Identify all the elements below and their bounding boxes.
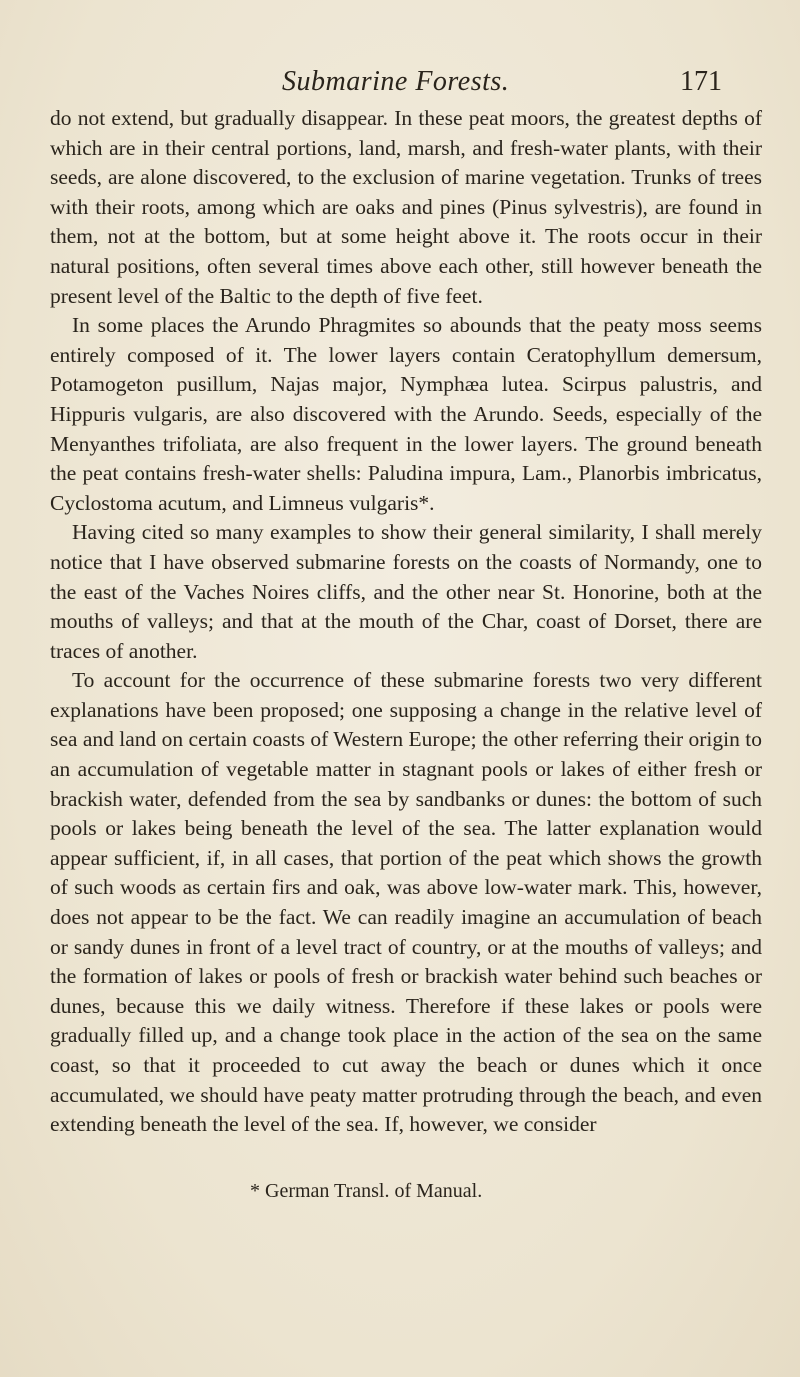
paragraph: In some places the Arundo Phragmites so abounds that the peaty moss seems entirely composed of it. The lower layers contain Ceratophyllum demersum, Potamogeton pusillum, Najas major, Nymphæa lutea. Scirpus palustris, and Hippuris vulgaris, are also discovered with the Arundo. Seeds, especially of the Menyanthes trifoliata, are also frequent in the lower layers. The ground beneath the peat contains fresh-water shells: Paludina impura, Lam., Planorbis imbricatus, Cyclostoma acutum, and Limneus vulgaris*. [50, 313, 762, 515]
footnote: * German Transl. of Manual. [250, 1180, 483, 1202]
paragraph: To account for the occurrence of these submarine forests two very different explanations have been proposed; one supposing a change in the relative level of sea and land on certain coasts of Western Europe; the other referring their origin to an accumulation of vegetable matter in stagnant pools or lakes of either fresh or brackish water, defended from the sea by sandbanks or dunes: the bottom of such pools or lakes being beneath the level of the sea. The latter explanation would appear sufficient, if, in all cases, that portion of the peat which shows the growth of such woods as certain firs and oak, was above low-water mark. This, however, does not appear to be the fact. We can readily imagine an accumulation of beach or sandy dunes in front of a level tract of country, or at the mouths of valleys; and the formation of lakes or pools of fresh or brackish water behind such beaches or dunes, because this we daily witness. Therefore if these lakes or pools were gradually filled up, and a change took place in the action of the sea on the same coast, so that it proceeded to cut away the beach or dunes which it once accumulated, we should have peaty matter protruding through the beach, and even extending beneath the level of the sea. If, however, we consider [50, 668, 762, 1137]
page-header [0, 66, 800, 102]
running-title: Submarine Forests. [282, 66, 510, 97]
body-text [50, 104, 762, 1140]
paragraph: Having cited so many examples to show their general similarity, I shall merely notice that I have observed submarine forests on the coasts of Normandy, one to the east of the Vaches Noires cliffs, and the other near St. Honorine, both at the mouths of valleys; and that at the mouth of the Char, coast of Dorset, there are traces of another. [50, 520, 762, 663]
paragraph: do not extend, but gradually disappear. In these peat moors, the greatest depths of which are in their central portions, land, marsh, and fresh-water plants, with their seeds, are alone discovered, to the exclusion of marine vegetation. Trunks of trees with their roots, among which are oaks and pines (Pinus sylvestris), are found in them, not at the bottom, but at some height above it. The roots occur in their natural positions, often several times above each other, still however beneath the present level of the Baltic to the depth of five feet. [50, 106, 762, 308]
page-number: 171 [680, 66, 722, 97]
